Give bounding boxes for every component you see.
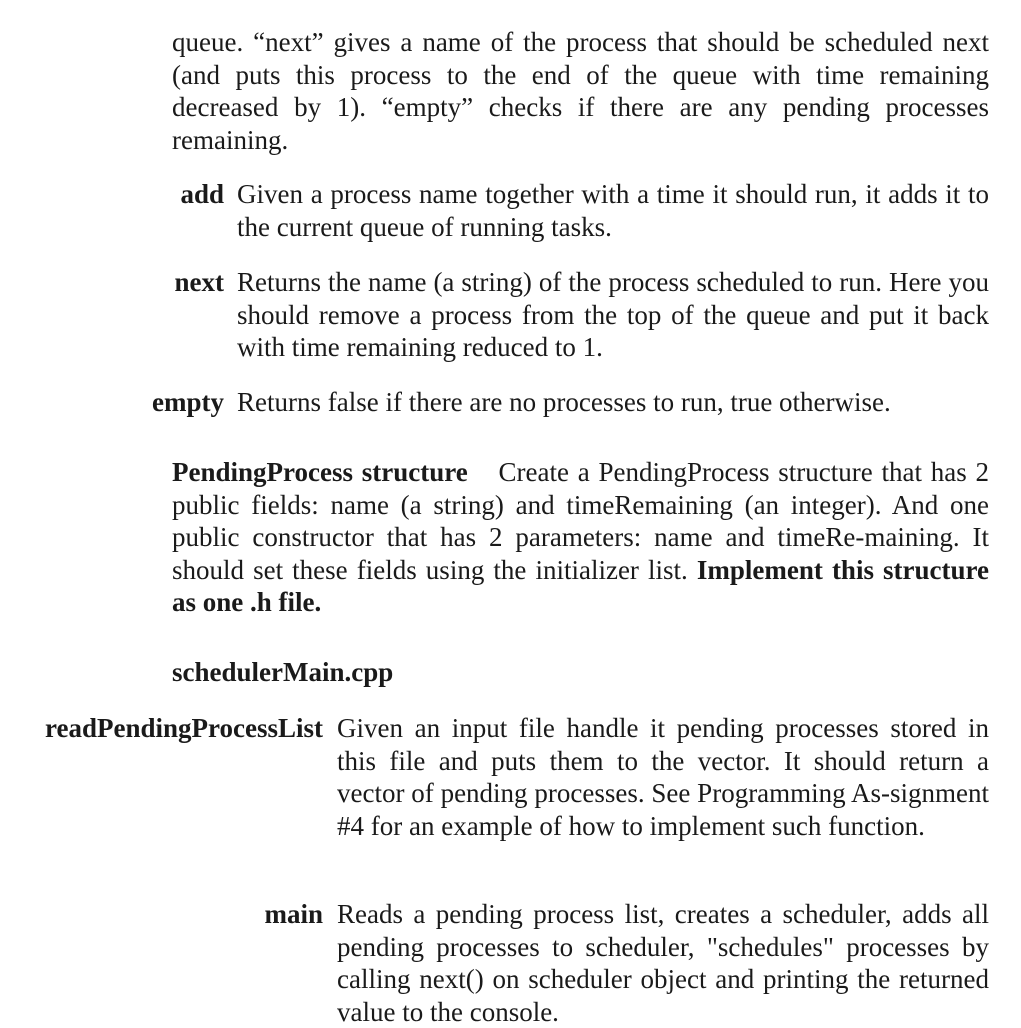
term-empty: empty xyxy=(152,387,224,417)
term-read-pending-process-list: readPendingProcessList xyxy=(44,713,323,743)
definition-add: Given a process name together with a time it should run, it adds it to the current queue of running tasks. xyxy=(237,179,989,242)
definition-empty: Returns false if there are no processes to run, true otherwise. xyxy=(237,387,891,417)
term-add: add xyxy=(180,179,224,209)
pending-process-paragraph xyxy=(172,456,989,619)
pending-process-body: Create a PendingProcess structure that has 2 public fields: name (a string) and timeRemaining (an integer). And one public constructor that has 2 parameters: name and timeRe-maining. It should set these fields using the initializer list. xyxy=(172,457,990,585)
definition-next: Returns the name (a string) of the process scheduled to run. Here you should remove a process from the top of the queue and put it back with time remaining reduced to 1. xyxy=(237,267,989,362)
intro-paragraph: queue. “next” gives a name of the process that should be scheduled next (and puts this process to the end of the queue with time remaining decreased by 1). “empty” checks if there are any pending processes remaining. xyxy=(172,27,989,155)
definition-read-pending-process-list: Given an input file handle it pending processes stored in this file and puts them to the vector. It should return a vector of pending processes. See Programming As-signment #4 for an example of how to implement such function. xyxy=(337,713,989,841)
term-next: next xyxy=(174,267,224,297)
pending-process-emphasis: Implement this structure as one .h file. xyxy=(172,554,990,617)
section-title-scheduler-main: schedulerMain.cpp xyxy=(172,657,394,687)
term-main: main xyxy=(264,899,323,929)
pending-process-heading: PendingProcess structure xyxy=(172,457,468,487)
definition-main: Reads a pending process list, creates a scheduler, adds all pending processes to scheduler, "schedules" processes by calling next() on scheduler object and printing the returned value to the console. xyxy=(337,899,989,1027)
